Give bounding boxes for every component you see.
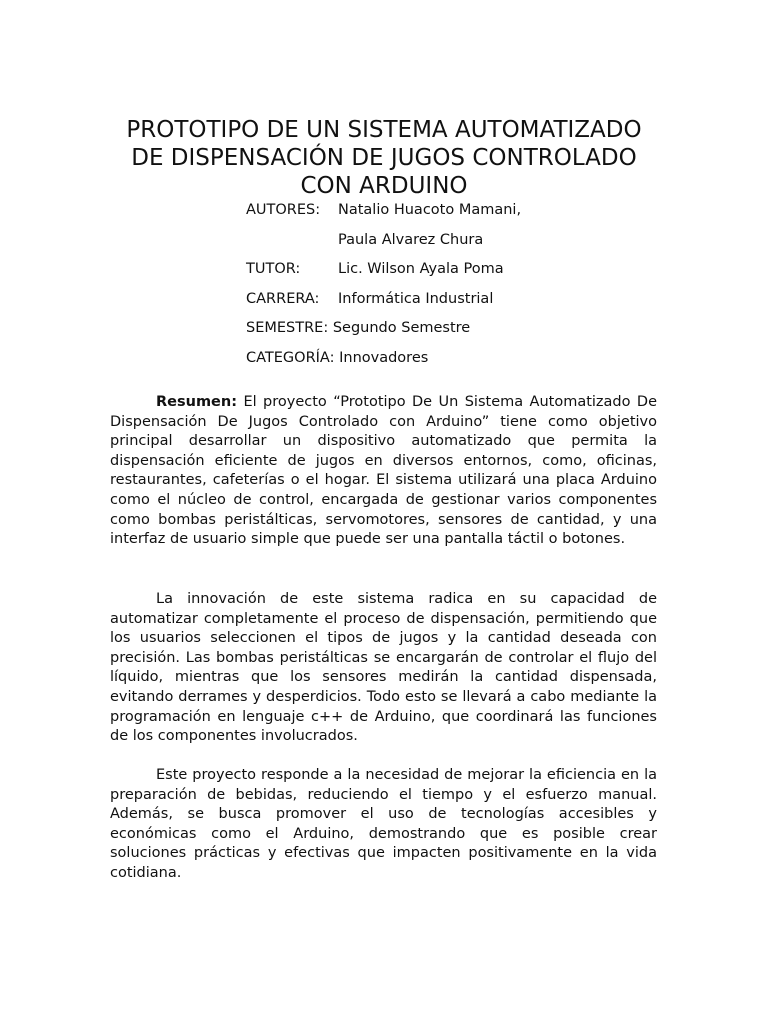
category-row <box>246 347 521 377</box>
semester-value: Segundo Semestre <box>332 320 471 336</box>
body-paragraph-3: Este proyecto responde a la necesidad de mejorar la eficiencia en la preparación de bebidas, reduciendo el tiempo y el esfuerzo manual. Además, se busca promover el uso de tecnologías accesibles y económicas como el Arduino, demostrando que es posible crear soluciones prácticas y efectivas que impacten positivamente en la vida cotidiana. <box>110 767 657 881</box>
authors-label: AUTORES: <box>246 202 321 218</box>
document-title <box>100 116 668 200</box>
semester-label: SEMESTRE: <box>246 320 329 336</box>
title-line-2: DE DISPENSACIÓN DE JUGOS CONTROLADO <box>131 145 637 171</box>
career-row <box>246 288 521 318</box>
tutor-name: Lic. Wilson Ayala Poma <box>338 261 504 277</box>
author-2: Paula Alvarez Chura <box>338 231 484 248</box>
authors-row <box>246 199 521 229</box>
abstract-label: Resumen: <box>156 394 238 410</box>
abstract-paragraph <box>110 393 657 550</box>
career-value: Informática Industrial <box>338 290 494 307</box>
tutor-row <box>246 258 521 288</box>
author-info-block <box>246 199 521 376</box>
title-line-3: CON ARDUINO <box>300 173 468 199</box>
body-paragraph-2: La innovación de este sistema radica en su capacidad de automatizar completamente el proceso de dispensación, permitiendo que los usuarios seleccionen el tipos de jugos y la cantidad deseada con precisión. Las bombas peristálticas se encargarán de controlar el flujo del líquido, mientras que los sensores medirán la cantidad dispensada, evitando derrames y desperdicios. Todo esto se llevará a cabo mediante la programación en lenguaje c++ de Arduino, que coordinará las funciones de los componentes involucrados. <box>110 591 657 745</box>
abstract-text: El proyecto “Prototipo De Un Sistema Automatizado De Dispensación De Jugos Controlado con Arduino” tiene como objetivo principal desarrollar un dispositivo automatizado que permita la dispensación eficiente de jugos en diversos entornos, como, oficinas, restaurantes, cafeterías o el hogar. El sistema utilizará una placa Arduino como el núcleo de control, encargada de gestionar varios componentes como bombas peristálticas, servomotores, sensores de cantidad, y una interfaz de usuario simple que puede ser una pantalla táctil o botones. <box>110 394 657 548</box>
author-1: Natalio Huacoto Mamani, <box>338 202 522 218</box>
career-label: CARRERA: <box>246 290 320 307</box>
semester-row <box>246 317 521 347</box>
title-line-1: PROTOTIPO DE UN SISTEMA AUTOMATIZADO <box>126 117 642 143</box>
category-label: CATEGORÍA: <box>246 349 335 366</box>
authors-row-2 <box>246 229 521 259</box>
tutor-label: TUTOR: <box>246 261 301 277</box>
category-value: Innovadores <box>339 349 429 366</box>
